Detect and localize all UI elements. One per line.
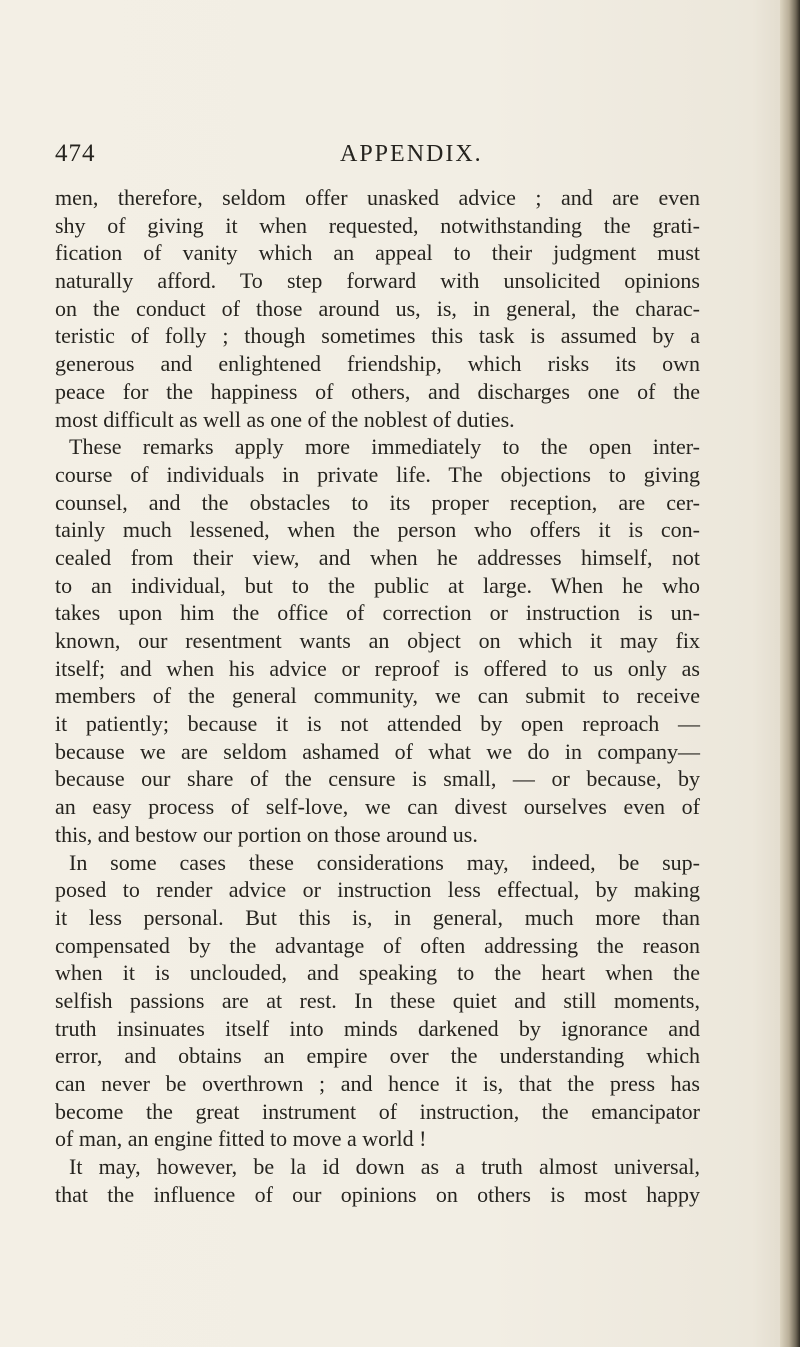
- text-line: on the conduct of those around us, is, in general, the charac-: [55, 295, 700, 321]
- text-line: compensated by the advantage of often addressing the reason: [55, 932, 700, 958]
- text-line: peace for the happiness of others, and discharges one of the: [55, 378, 700, 404]
- paragraph-start-line: These remarks apply more immediately to the open inter-: [69, 434, 700, 460]
- text-line: truth insinuates itself into minds darkened by ignorance and: [55, 1015, 700, 1041]
- text-line: error, and obtains an empire over the understanding which: [55, 1043, 700, 1069]
- text-line: shy of giving it when requested, notwithstanding the grati-: [55, 212, 700, 238]
- text-line: takes upon him the office of correction or instruction is un-: [55, 600, 700, 626]
- page-number: 474: [55, 140, 96, 167]
- text-line: counsel, and the obstacles to its proper reception, are cer-: [55, 489, 700, 515]
- text-line: naturally afford. To step forward with unsolicited opinions: [55, 268, 700, 294]
- body-text: [55, 184, 700, 1208]
- text-line: it less personal. But this is, in general, much more than: [55, 904, 700, 930]
- text-line: that the influence of our opinions on others is most happy: [55, 1181, 700, 1207]
- paragraph-start-line: It may, however, be la id down as a truth almost universal,: [69, 1154, 700, 1180]
- text-line: known, our resentment wants an object on which it may fix: [55, 628, 700, 653]
- text-line: can never be overthrown ; and hence it is, that the press has: [55, 1071, 700, 1096]
- text-line: tainly much lessened, when the person who offers it is con-: [55, 517, 700, 543]
- text-line: cealed from their view, and when he addresses himself, not: [55, 544, 700, 570]
- text-line: generous and enlightened friendship, which risks its own: [55, 351, 700, 377]
- text-line: of man, an engine fitted to move a world !: [55, 1126, 427, 1152]
- text-line: because we are seldom ashamed of what we do in company—: [55, 738, 700, 764]
- text-line: because our share of the censure is small, — or because, by: [55, 766, 700, 792]
- text-line: fication of vanity which an appeal to their judgment must: [55, 240, 700, 266]
- text-line: to an individual, but to the public at large. When he who: [55, 572, 700, 598]
- text-line: itself; and when his advice or reproof is offered to us only as: [55, 655, 700, 681]
- text-line: course of individuals in private life. The objections to giving: [55, 461, 700, 487]
- text-line: men, therefore, seldom offer unasked advice ; and are even: [55, 185, 700, 210]
- text-line: selfish passions are at rest. In these quiet and still moments,: [55, 987, 700, 1013]
- text-line: teristic of folly ; though sometimes this task is assumed by a: [55, 323, 700, 349]
- page-header: [0, 136, 780, 172]
- text-line: this, and bestow our portion on those around us.: [55, 821, 478, 847]
- text-line: an easy process of self-love, we can divest ourselves even of: [55, 794, 700, 820]
- running-head: APPENDIX.: [340, 141, 483, 167]
- text-line: most difficult as well as one of the noblest of duties.: [55, 406, 515, 432]
- paragraph-start-line: In some cases these considerations may, indeed, be sup-: [69, 849, 700, 875]
- text-line: when it is unclouded, and speaking to the heart when the: [55, 960, 700, 986]
- text-line: posed to render advice or instruction less effectual, by making: [55, 877, 700, 903]
- page-binding-edge: [780, 0, 800, 1347]
- text-line: become the great instrument of instruction, the emancipator: [55, 1098, 700, 1124]
- text-line: it patiently; because it is not attended by open reproach —: [55, 711, 700, 737]
- text-line: members of the general community, we can submit to receive: [55, 683, 700, 709]
